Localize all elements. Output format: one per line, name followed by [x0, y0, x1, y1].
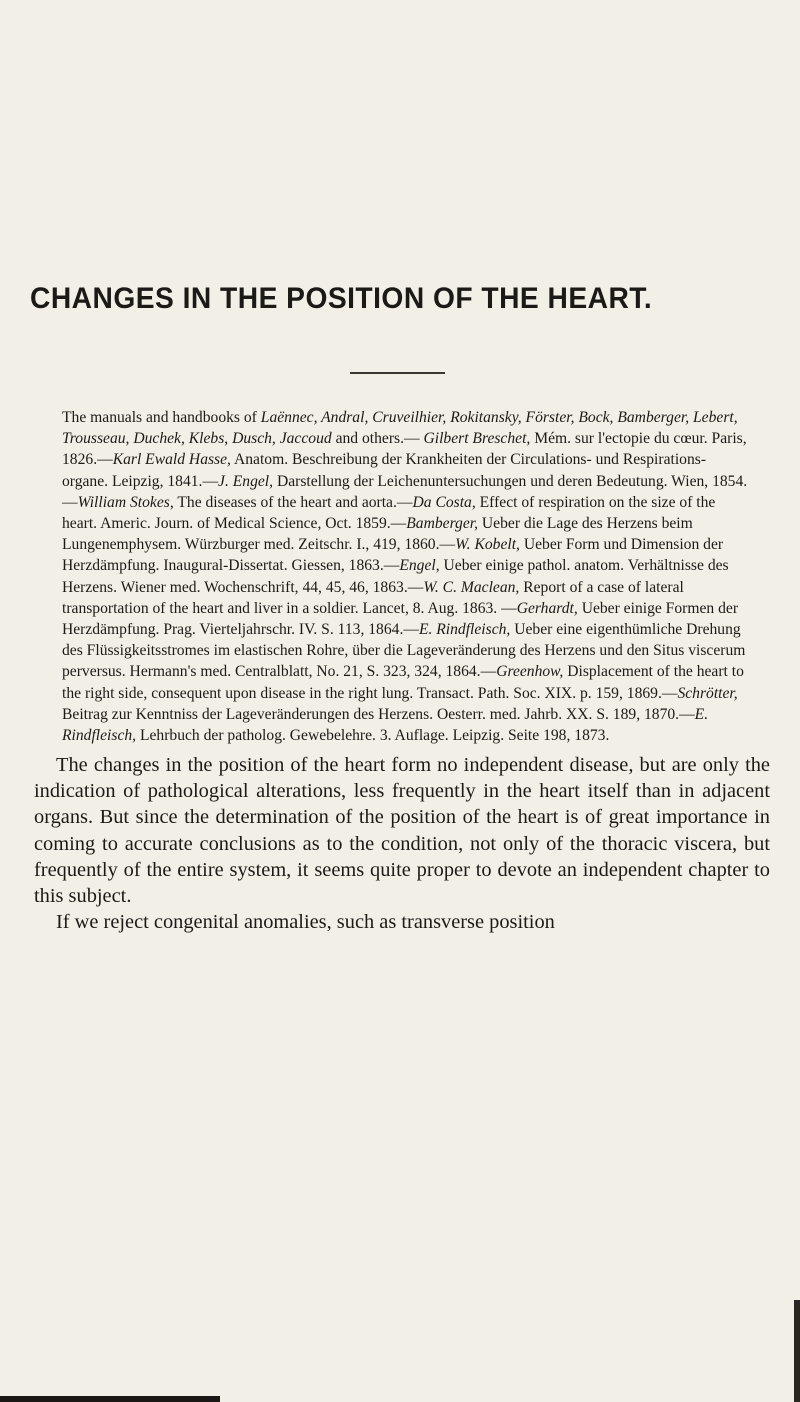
reference-author: William Stokes, [77, 493, 174, 511]
reference-author: E. Rindfleisch, [62, 705, 709, 745]
page-bottom-edge [0, 1396, 220, 1402]
reference-text: Mém. sur l'ectopie du cœur. Paris, 1826.— [62, 430, 747, 469]
reference-author: Engel, [399, 557, 440, 575]
title-divider [350, 372, 445, 374]
reference-author: J. Engel, [218, 472, 274, 490]
reference-text: Ueber eine eigenthümliche Drehung des Flüssigkeitsstromes im elastischen Rohre, über die Lageveränderung des Herzens und den Situs viscerum perversus. Hermann's med. Centralblatt, No. 21, S. 323, 324, 1864.— [62, 621, 746, 681]
reference-author: Laënnec, Andral, Cruveilhier, Rokitansky, Förster, Bock, Bamberger, Lebert, Trousseau, Duchek, Klebs, Dusch, Jaccoud [62, 409, 738, 448]
chapter-body [34, 752, 770, 935]
chapter-title: CHANGES IN THE POSITION OF THE HEART. [30, 282, 653, 315]
bibliography-references [62, 407, 752, 746]
reference-text: Anatom. Beschreibung der Krankheiten der Circulations- und Respirations-organe. Leipzig, 1841.— [62, 451, 707, 490]
reference-text: The diseases of the heart and aorta.— [173, 493, 413, 511]
reference-author: Gilbert Breschet, [423, 430, 531, 448]
reference-author: Karl Ewald Hasse, [112, 451, 231, 469]
reference-author: Schrötter, [677, 684, 738, 702]
reference-author: Da Costa, [412, 493, 476, 511]
reference-text: The manuals and handbooks of [62, 409, 261, 426]
reference-text: Lehrbuch der patholog. Gewebelehre. 3. Auflage. Leipzig. Seite 198, 1873. [136, 727, 610, 745]
reference-text: Report of a case of lateral transportation of the heart and liver in a soldier. Lancet, 8. Aug. 1863. — [62, 578, 684, 617]
reference-text: Ueber einige Formen der Herzdämpfung. Prag. Vierteljahrschr. IV. S. 113, 1864.— [62, 599, 739, 639]
body-paragraph-1: The changes in the position of the heart form no independent disease, but are only the indication of pathological alterations, less frequently in the heart itself than in adjacent organs. But since the determination of the position of the heart is of great importance in coming to accurate conclusions as to the condition, not only of the thoracic viscera, but frequently of the entire system, it seems quite proper to devote an independent chapter to this subject. [34, 754, 770, 908]
reference-text: Effect of respiration on the size of the heart. Americ. Journ. of Medical Science, Oct. 1859.— [62, 493, 716, 533]
reference-author: Gerhardt, [516, 599, 578, 617]
reference-text: Darstellung der Leichenuntersuchungen und deren Bedeutung. Wien, 1854.— [62, 472, 748, 511]
reference-text: Ueber Form und Dimension der Herzdämpfung. Inaugural-Dissertat. Giessen, 1863.— [62, 536, 724, 575]
reference-text: Ueber die Lage des Herzens beim Lungenemphysem. Würzburger med. Zeitschr. I., 419, 1860.— [62, 515, 693, 554]
reference-text: Beitrag zur Kenntniss der Lageveränderungen des Herzens. Oesterr. med. Jahrb. XX. S. 189, 1870.— [62, 705, 695, 723]
body-paragraph-2: If we reject congenital anomalies, such as transverse position [56, 911, 555, 934]
reference-text: and others.— [331, 430, 424, 448]
reference-author: W. Kobelt, [455, 536, 520, 554]
reference-author: Greenhow, [496, 663, 564, 681]
reference-text: Displacement of the heart to the right side, consequent upon disease in the right lung. Transact. Path. Soc. XIX. p. 159, 1869.— [62, 663, 744, 702]
reference-author: W. C. Maclean, [423, 578, 520, 596]
reference-text: Ueber einige pathol. anatom. Verhältnisse des Herzens. Wiener med. Wochenschrift, 44, 45, 46, 1863.— [62, 557, 729, 596]
page-edge-shadow [794, 1300, 800, 1402]
reference-author: Bamberger, [406, 515, 479, 533]
reference-author: E. Rindfleisch, [418, 621, 511, 639]
